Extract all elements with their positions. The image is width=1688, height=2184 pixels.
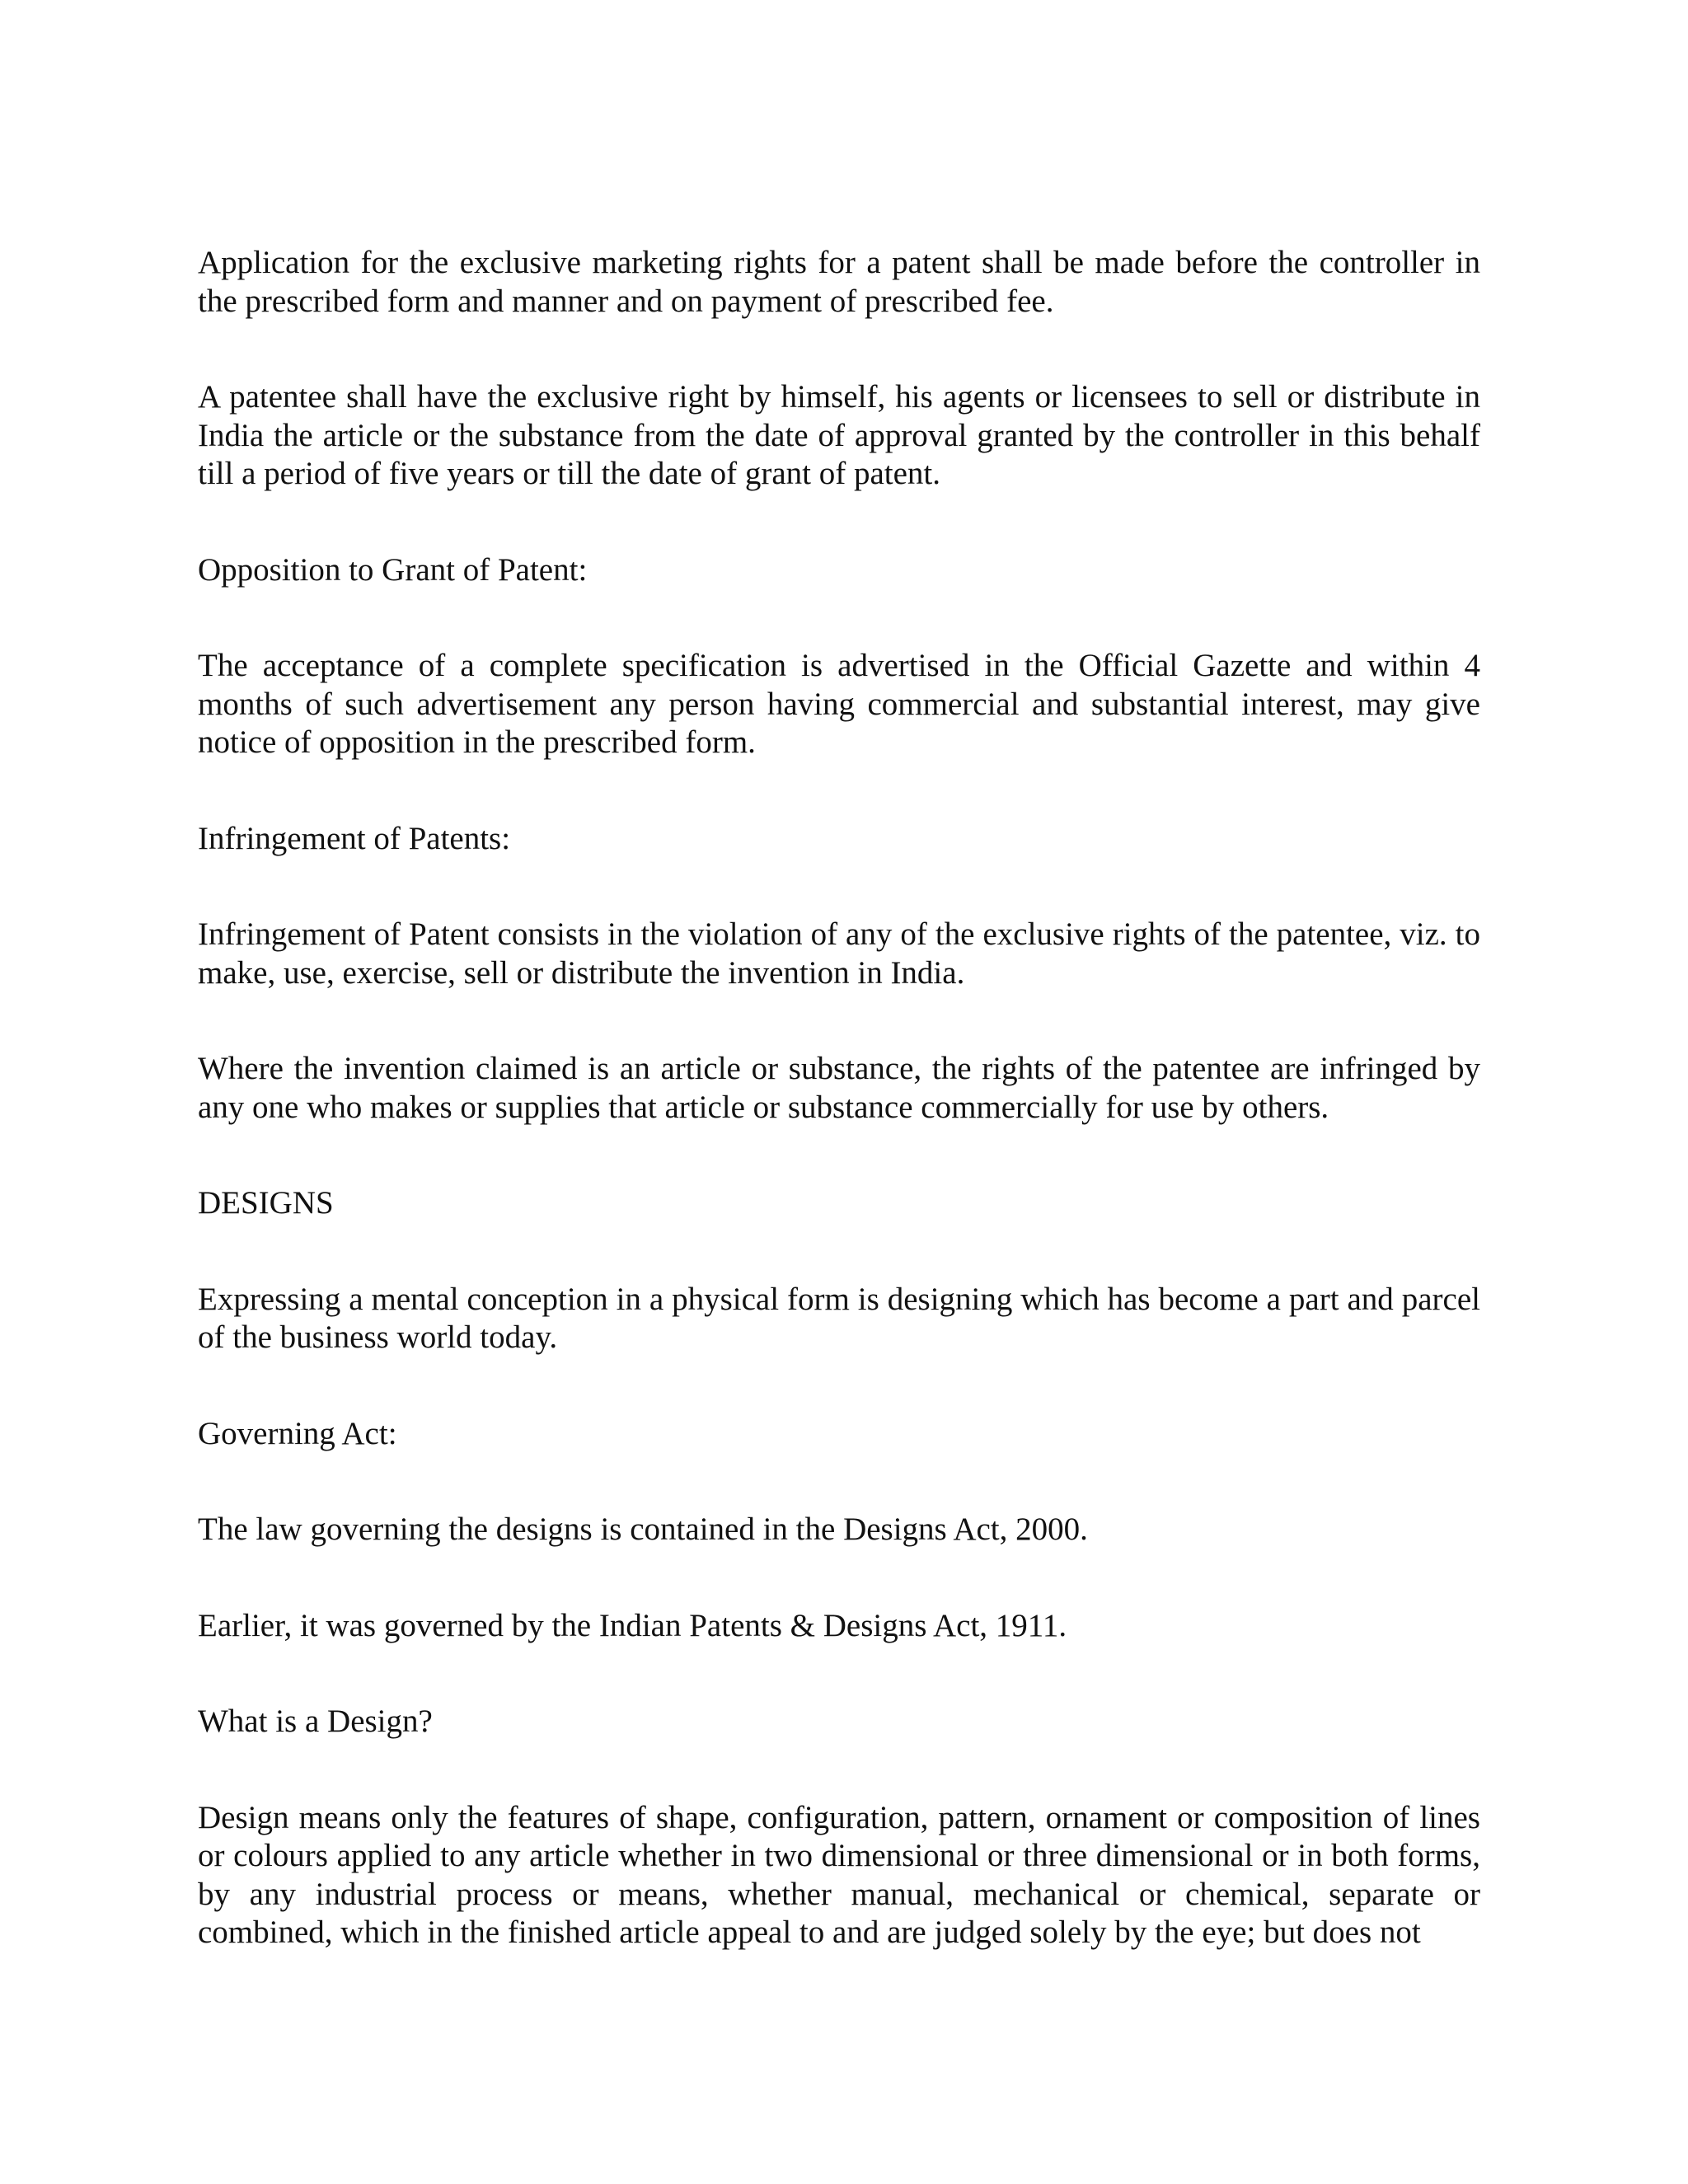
paragraph-patentee-exclusive-right: A patentee shall have the exclusive right by himself, his agents or licensees to sell or distribute in India the article or the substance from the date of approval granted by the controller in this behalf till a period of five years or till the date of grant of patent.: [198, 379, 1480, 491]
heading-what-is-a-design: What is a Design?: [198, 1704, 433, 1739]
paragraph-designing-definition: Expressing a mental conception in a physical form is designing which has become a part and parcel of the business world today.: [198, 1281, 1480, 1355]
heading-designs: DESIGNS: [198, 1185, 334, 1221]
paragraph-marketing-rights-application: Application for the exclusive marketing rights for a patent shall be made before the controller in the prescribed form and manner and on payment of prescribed fee.: [198, 245, 1480, 319]
paragraph-infringement-article-substance: Where the invention claimed is an article or substance, the rights of the patentee are infringed by any one who makes or supplies that article or substance commercially for use by others.: [198, 1051, 1480, 1125]
paragraph-infringement-definition: Infringement of Patent consists in the violation of any of the exclusive rights of the patentee, viz. to make, use, exercise, sell or distribute the invention in India.: [198, 916, 1480, 991]
paragraph-designs-act-1911: Earlier, it was governed by the Indian Patents & Designs Act, 1911.: [198, 1607, 1067, 1643]
heading-opposition-to-grant: Opposition to Grant of Patent:: [198, 551, 588, 588]
paragraph-designs-act-2000: The law governing the designs is contained in the Designs Act, 2000.: [198, 1511, 1088, 1547]
paragraph-design-meaning: Design means only the features of shape, configuration, pattern, ornament or composition of lines or colours applied to any article whether in two dimensional or three dimensional or in both forms, by any industrial process or means, whether manual, mechanical or chemical, separate or combined, which in the finished article appeal to and are judged solely by the eye; but does not: [198, 1799, 1480, 1950]
document-body: [198, 244, 1480, 1952]
heading-infringement-of-patents: Infringement of Patents:: [198, 820, 511, 856]
paragraph-opposition-notice: The acceptance of a complete specification is advertised in the Official Gazette and within 4 months of such advertisement any person having commercial and substantial interest, may give notice of opposition in the prescribed form.: [198, 648, 1480, 760]
heading-governing-act: Governing Act:: [198, 1415, 397, 1451]
